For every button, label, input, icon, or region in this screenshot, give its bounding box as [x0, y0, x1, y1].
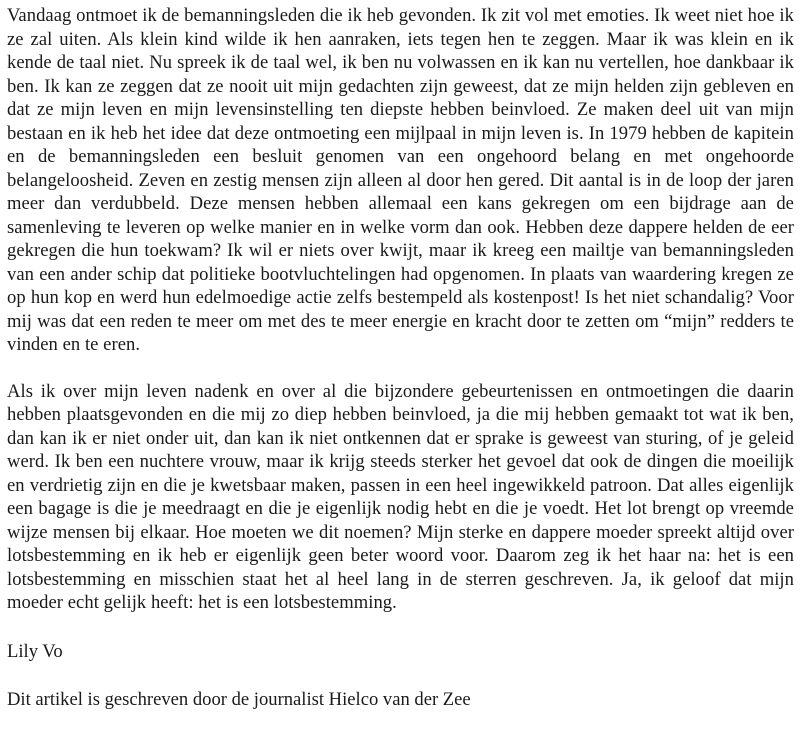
- article-credit: Dit artikel is geschreven door de journalist Hielco van der Zee: [7, 689, 471, 710]
- author-signature: Lily Vo: [7, 640, 63, 662]
- article-page: [7, 4, 794, 712]
- article-paragraph-2: Als ik over mijn leven nadenk en over al die bijzondere gebeurtenissen en ontmoetingen die daarin hebben plaatsgevonden en die mij zo diep hebben beinvloed, ja die mij hebben gemaakt tot wat ik ben, dan kan ik er niet onder uit, dan kan ik niet ontkennen dat er sprake is geweest van sturing, of je geleid werd. Ik ben een nuchtere vrouw, maar ik krijg steeds sterker het gevoel dat ook de dingen die moeilijk en verdrietig zijn en die je kwetsbaar maken, passen in een heel ingewikkeld patroon. Dat alles eigenlijk een bagage is die je meedraagt en die je eigenlijk nodig hebt en die je voedt. Het lot brengt op vreemde wijze mensen bij elkaar. Hoe moeten we dit noemen? Mijn sterke en dappere moeder spreekt altijd over lotsbestemming en ik heb er eigenlijk geen beter woord voor. Daarom zeg ik het haar na: het is een lotsbestemming en misschien staat het al heel lang in de sterren geschreven. Ja, ik geloof dat mijn moeder echt gelijk heeft: het is een lotsbestemming.: [7, 380, 794, 613]
- article-paragraph-1: Vandaag ontmoet ik de bemanningsleden die ik heb gevonden. Ik zit vol met emoties. Ik weet niet hoe ik ze zal uiten. Als klein kind wilde ik hen aanraken, iets tegen hen te zeggen. Maar ik was klein en ik kende de taal niet. Nu spreek ik de taal wel, ik ben nu volwassen en ik kan nu vertellen, hoe dankbaar ik ben. Ik kan ze zeggen dat ze nooit uit mijn gedachten zijn geweest, dat ze mijn helden zijn gebleven en dat ze mijn leven en mijn levensinstelling ten diepste hebben beinvloed. Ze maken deel uit van mijn bestaan en ik heb het idee dat deze ontmoeting een mijlpaal in mijn leven is. In 1979 hebben de kapitein en de bemanningsleden een besluit genomen van een ongehoord belang en met ongehoorde belangeloosheid. Zeven en zestig mensen zijn alleen al door hen gered. Dit aantal is in de loop der jaren meer dan verdubbeld. Deze mensen hebben allemaal een kans gekregen om een bijdrage aan de samenleving te leveren op welke manier en in welke vorm dan ook. Hebben deze dappere helden de eer gekregen die hun toekwam? Ik wil er niets over kwijt, maar ik kreeg een mailtje van bemanningsleden van een ander schip dat politieke bootvluchtelingen had opgenomen. In plaats van waardering kregen ze op hun kop en werd hun edelmoedige actie zelfs bestempeld als kostenpost! Is het niet schandalig? Voor mij was dat een reden te meer om met des te meer energie en kracht door te zetten om “mijn” redders te vinden en te eren.: [7, 5, 794, 355]
